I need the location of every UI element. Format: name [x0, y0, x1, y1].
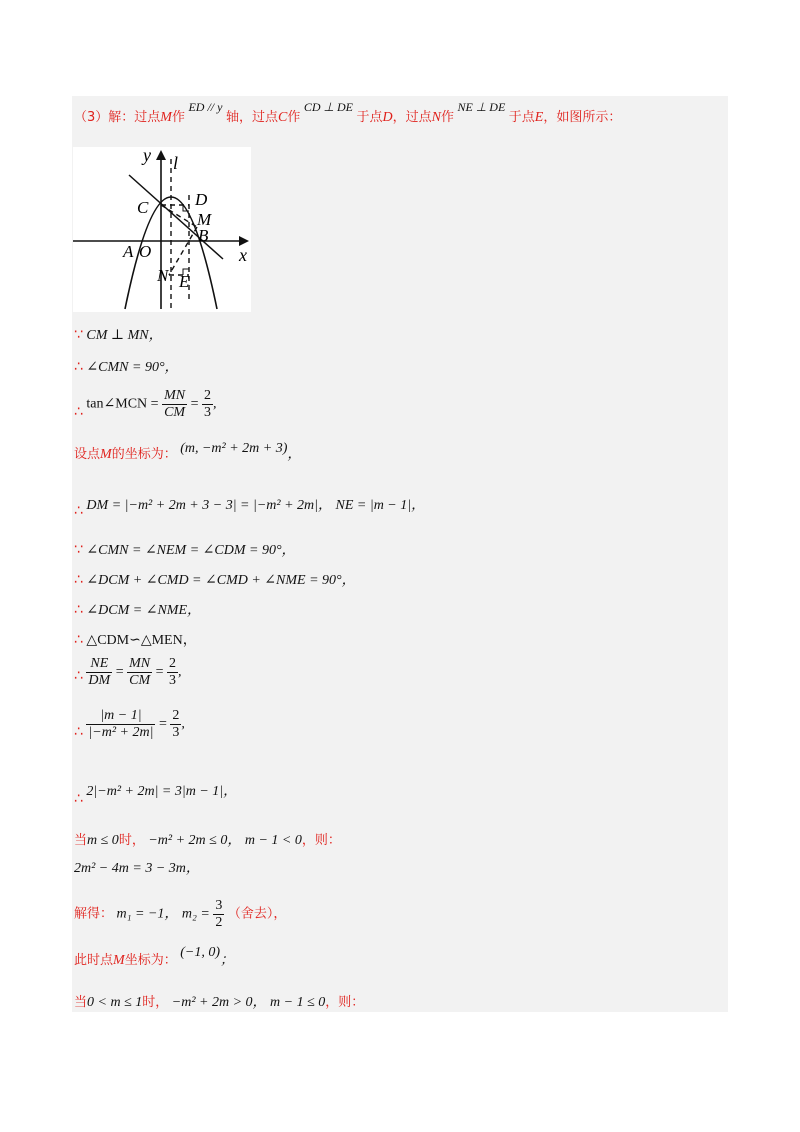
step-3: ∴ tan∠MCN = $\frac{MN}{CM}$ = $\frac{2}{3}$ , [74, 388, 217, 420]
fraction-ne-dm: $\frac{NE}{DM}$ [88, 656, 111, 688]
step-9: ∴ △CDM∽△MEN， [74, 632, 197, 648]
parabola-figure [73, 147, 251, 312]
label-d: D [195, 190, 208, 209]
step-6: ∵ ∠CMN = ∠NEM = ∠CDM = 90°， [74, 542, 296, 558]
label-y: y [143, 147, 151, 165]
step-2: ∴ ∠CMN = 90°， [74, 359, 179, 375]
step-1: ∵ CM ⊥ MN， [74, 327, 163, 343]
step-15: 解得： m₁ = −1， m₂ = $\frac{3}{2}$ （舍去）， [74, 898, 287, 930]
step-12: ∴ 2|−m² + 2m| = 3|m − 1|， [74, 784, 238, 807]
step-10: ∴ $\frac{NE}{DM}$ = $\frac{MN}{CM}$ = $\frac{2}{3}$ , [74, 656, 182, 688]
label-o: O [139, 242, 152, 261]
label-m: M [197, 210, 212, 229]
y-axis-arrow [156, 150, 166, 160]
label-e: E [179, 272, 190, 291]
segment-mn [169, 227, 197, 275]
label-c: C [137, 198, 149, 217]
label-b: B [198, 226, 209, 245]
label-n: N [157, 266, 169, 285]
fraction-2-3: $\frac{2}{3}$ [203, 388, 211, 420]
label-a: A [123, 242, 134, 261]
step-8: ∴ ∠DCM = ∠NME， [74, 602, 201, 618]
step-4: 设点M的坐标为： (m, −m² + 2m + 3)， [74, 441, 302, 462]
fraction-2-3-c: $\frac{2}{3}$ [172, 708, 180, 740]
step-14: 2m² − 4m = 3 − 3m， [74, 861, 200, 876]
label-x: x [239, 245, 247, 265]
step-5: ∴ DM = |−m² + 2m + 3 − 3| = |−m² + 2m|， NE = |m − 1|， [74, 498, 426, 519]
step-7: ∴ ∠DCM + ∠CMD = ∠CMD + ∠NME = 90°， [74, 572, 356, 588]
step-13: 当m ≤ 0时， −m² + 2m ≤ 0， m − 1 < 0，则： [74, 833, 341, 848]
label-l: l [173, 153, 179, 173]
fraction-mn-cm: $\frac{MN}{CM}$ [164, 388, 186, 420]
intro-line: （3）解：过点M作 ED // y 轴，过点C作 CD ⊥ DE 于点D，过点N作 NE ⊥ DE 于点E，如图所示： [74, 100, 622, 125]
figure-svg [73, 147, 251, 312]
fraction-2-3-b: $\frac{2}{3}$ [169, 656, 177, 688]
step-11: ∴ $\frac{|m - 1|}{\text{|−m² + 2m|}}$ = $\frac{2}{3}$ , [74, 708, 185, 740]
step-17: 当0 < m ≤ 1时， −m² + 2m > 0， m − 1 ≤ 0，则： [74, 995, 365, 1010]
fraction-abs: $\frac{|m - 1|}{\text{|−m² + 2m|}}$ [88, 708, 154, 740]
fraction-mn-cm-2: $\frac{MN}{CM}$ [129, 656, 151, 688]
fraction-3-2: $\frac{3}{2}$ [215, 898, 223, 930]
step-16: 此时点M坐标为： (−1, 0)； [74, 945, 234, 968]
